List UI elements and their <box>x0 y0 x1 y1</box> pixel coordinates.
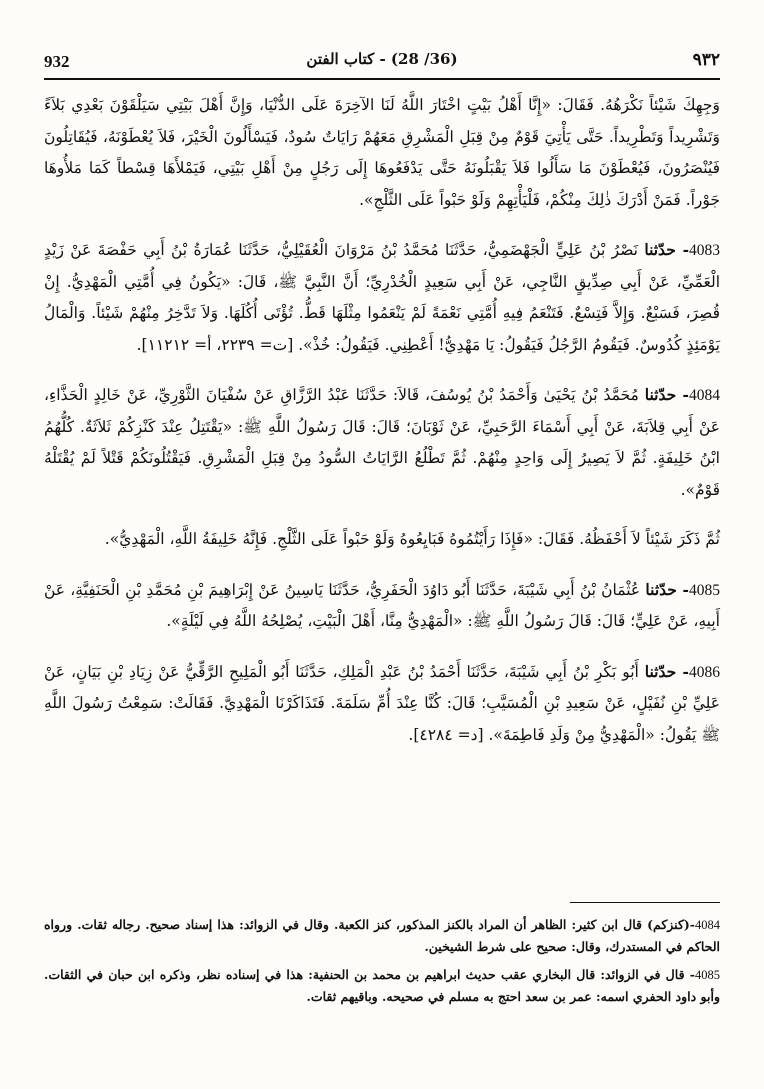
intro-paragraph: وَجِهِكَ شَيْئاً نَكْرَهُهُ. فَقَالَ: «إِنَّا أَهْلُ بَيْتٍ اخْتَارَ اللَّهُ لَنَا الآخِرَةَ عَلَى الدُّنْيَا، وَإِنَّ أَهْلَ بَيْتِي سَيَلْقَوْنَ بَعْدِي بَلاَءً وَتَشْرِيداً وَتَطْرِيداً. حَتَّى يَأْتِيَ قَوْمٌ مِنْ قِبَلِ الْمَشْرِقِ مَعَهُمْ رَايَاتٌ سُودٌ، فَيَسْأَلُونَ الْخَيْرَ، فَلاَ يُعْطَوْنَهُ، فَيُقَاتِلُونَ فَيُنْصَرُونَ، فَيُعْطَوْنَ مَا سَأَلُوا فَلاَ يَقْبَلُونَهُ حَتَّى يَدْفَعُوهَا إِلَى رَجُلٍ مِنْ أَهْلِ بَيْتِي، فَيَمْلأَهَا قِسْطاً كَمَا مَلأُوهَا جَوْراً. فَمَنْ أَدْرَكَ ذٰلِكَ مِنْكُمْ، فَلْيَأْتِهِمْ وَلَوْ حَبْواً عَلَى الثَّلْجِ». <box>44 96 720 209</box>
hadith-number: 4083 <box>689 242 721 259</box>
hadith-4085 <box>44 574 720 638</box>
continuation-paragraph: ثُمَّ ذَكَرَ شَيْئاً لاَ أَحْفَظُهُ. فَقَالَ: «فَإِذَا رَأَيْتُمُوهُ فَبَايِعُوهُ وَلَوْ حَبْواً عَلَى الثَّلْجِ. فَإِنَّهُ خَلِيفَةُ اللَّهِ، الْمَهْدِيُّ». <box>104 530 720 548</box>
footnote-text: - قال في الزوائد: قال البخاري عقب حديث ابراهيم بن محمد بن الحنفية: هذا في إسناده نظر، وذكره ابن حبان في الثقات. وأبو داود الحفري اسمه: عمر بن سعد احتج به مسلم في صحيحه. وباقيهم ثقات. <box>44 967 720 1004</box>
header-rule <box>44 78 720 80</box>
hadith-4084 <box>44 379 720 506</box>
footnote-4084 <box>44 914 720 958</box>
hadith-text: عُثْمَانُ بْنُ أَبِي شَيْبَةَ، حَدَّثَنَا أَبُو دَاوُدَ الْحَفَرِيُّ، حَدَّثَنَا يَاسِينُ عَنْ إِبْرَاهِيمَ بْنِ مُحَمَّدِ بْنِ الْحَنَفِيَّةِ، عَنْ أَبِيهِ، عَنْ عَلِيٍّ؛ قَالَ: قَالَ رَسُولُ اللَّهِ ﷺ: «الْمَهْدِيُّ مِنَّا، أَهْلَ الْبَيْتِ، يُصْلِحُهُ اللَّهُ فِي لَيْلَةٍ». <box>44 580 720 630</box>
footnote-4085 <box>44 964 720 1008</box>
hadith-text: مُحَمَّدُ بْنُ يَحْيَىٰ وَأَحْمَدُ بْنُ يُوسُفَ، قَالاَ: حَدَّثَنَا عَبْدُ الرَّزَّاقِ عَنْ سُفْيَانَ الثَّوْرِيِّ، عَنْ خَالِدٍ الْحَذَّاءِ، عَنْ أَبِي قِلاَبَةَ، عَنْ أَبِي أَسْمَاءَ الرَّحَبِيِّ، عَنْ ثَوْبَانَ؛ قَالَ: قَالَ رَسُولُ اللَّهِ ﷺ: «يَقْتَتِلُ عِنْدَ كَنْزِكُمْ ثَلاَثَةٌ. كُلُّهُمُ ابْنُ خَلِيفَةٍ. ثُمَّ لاَ يَصِيرُ إِلَى وَاحِدٍ مِنْهُمْ. ثُمَّ تَطْلُعُ الرَّايَاتُ السُّودُ مِنْ قِبَلِ الْمَشْرِقِ. فَيَقْتُلُونَكُمْ قَتْلاً لَمْ يُقْتَلْهُ قَوْمٌ». <box>44 386 720 499</box>
page-number-arabic: ٩٣٢ <box>692 50 720 70</box>
page-header <box>44 46 720 76</box>
hadith-4083 <box>44 234 720 361</box>
footnote-text: -(كنزكم) قال ابن كثير: الظاهر أن المراد بالكنز المذكور، كنز الكعبة. وقال في الزوائد: هذا إسناد صحيح. رجاله ثقات. ورواه الحاكم في المستدرك، وقال: صحيح على شرط الشيخين. <box>44 917 720 954</box>
hadith-number: 4086 <box>688 663 720 681</box>
hadith-label: - حدّثنا <box>644 385 689 404</box>
main-text <box>44 90 720 769</box>
chapter-title: (36/ 28) - كتاب الفتن <box>306 50 458 68</box>
hadith-label: - حدّثنا <box>644 661 689 681</box>
page-number-latin: 932 <box>44 52 70 71</box>
hadith-number: 4085 <box>689 581 720 599</box>
hadith-text: أَبُو بَكْرِ بْنُ أَبِي شَيْبَةَ، حَدَّثَنَا أَحْمَدُ بْنُ عَبْدِ الْمَلِكِ، حَدَّثَنَا أَبُو الْمَلِيحِ الرَّقِّيُّ عَنْ زِيَادِ بْنِ بَيَانٍ، عَنْ عَلِيِّ بْنِ نُفَيْلٍ، عَنْ سَعِيدِ بْنِ الْمُسَيَّبِ؛ قَالَ: كُنَّا عِنْدَ أُمِّ سَلَمَةَ. فَتَذَاكَرْنَا الْمَهْدِيَّ. فَقَالَتْ: سَمِعْتُ رَسُولَ اللَّهِ ﷺ يَقُولُ: «الْمَهْدِيُّ مِنْ وَلَدِ فَاطِمَةَ». [د= ٤٢٨٤]. <box>44 662 720 744</box>
hadith-label: - حدّثنا <box>644 240 690 259</box>
footnotes <box>44 914 720 1014</box>
hadith-4086 <box>44 656 720 752</box>
hadith-text: نَصْرُ بْنُ عَلِيٍّ الْجَهْضَمِيُّ، حَدَّثَنَا مُحَمَّدُ بْنُ مَرْوَانَ الْعُقَيْلِيُّ، حَدَّثَنَا عُمَارَةُ بْنُ أَبِي حَفْصَةَ عَنْ زَيْدٍ الْعَمِّيِّ، عَنْ أَبِي صِدِّيقٍ النَّاجِي، عَنْ أَبِي سَعِيدٍ الْخُدْرِيِّ؛ أَنَّ النَّبِيَّ ﷺ، قَالَ: «يَكُونُ فِي أُمَّتِي الْمَهْدِيُّ. إِنْ قُصِرَ، فَسَبْعٌ. وَإِلاَّ فَتِسْعٌ. فَتَنْعَمُ فِيهِ أُمَّتِي نَعْمَةً لَمْ يَنْعَمُوا مِثْلَهَا قَطُّ. تُؤْتَى أُكُلَهَا. وَلاَ تَدَّخِرُ مِنْهُمْ شَيْئاً. وَالْمَالُ يَوْمَئِذٍ كُدُوسٌ. فَيَقُومُ الرَّجُلُ فَيَقُولُ: يَا مَهْدِيُّ! أَعْطِنِي. فَيَقُولُ: خُذْ». [ت= ٢٢٣٩، أ= ١١٢١٢]. <box>44 241 720 354</box>
footnote-number: 4084 <box>695 918 720 932</box>
hadith-number: 4084 <box>689 387 720 404</box>
footnote-rule <box>570 902 720 903</box>
hadith-label: - حدّثنا <box>645 579 689 599</box>
footnote-number: 4085 <box>695 968 720 982</box>
